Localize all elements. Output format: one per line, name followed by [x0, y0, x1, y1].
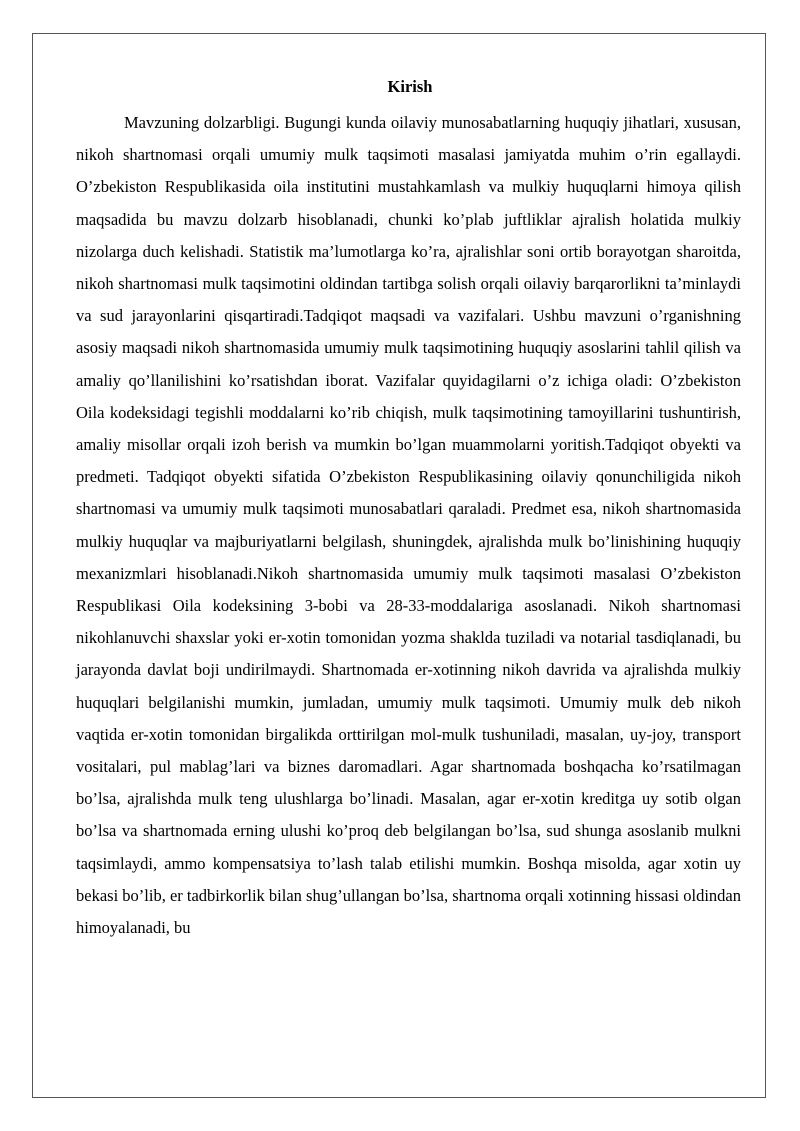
document-title: Kirish: [387, 77, 433, 96]
body-paragraph: Mavzuning dolzarbligi. Bugungi kunda oilaviy munosabatlarning huquqiy jihatlari, xususan, nikoh shartnomasi orqali umumiy mulk taqsimoti masalasi jamiyatda muhim o’rin egallaydi. O’zbekiston Respublikasida oila institutini mustahkamlash va mulkiy huquqlarni himoya qilish maqsadida bu mavzu dolzarb hisoblanadi, chunki ko’plab juftliklar ajralish holatida mulkiy nizolarga duch kelishadi. Statistik ma’lumotlarga ko’ra, ajralishlar soni ortib borayotgan sharoitda, nikoh shartnomasi mulk taqsimotini oldindan tartibga solish orqali oilaviy barqarorlikni ta’minlaydi va sud jarayonlarini qisqartiradi.Tadqiqot maqsadi va vazifalari. Ushbu mavzuni o’rganishning asosiy maqsadi nikoh shartnomasida umumiy mulk taqsimotining huquqiy asoslarini tahlil qilish va amaliy qo’llanilishini ko’rsatishdan iborat. Vazifalar quyidagilarni o’z ichiga oladi: O’zbekiston Oila kodeksidagi tegishli moddalarni ko’rib chiqish, mulk taqsimotining tamoyillarini tushuntirish, amaliy misollar orqali izoh berish va mumkin bo’lgan muammolarni yoritish.Tadqiqot obyekti va predmeti. Tadqiqot obyekti sifatida O’zbekiston Respublikasining oilaviy qonunchiligida nikoh shartnomasi va umumiy mulk taqsimoti munosabatlari qaraladi. Predmet esa, nikoh shartnomasida mulkiy huquqlar va majburiyatlarni belgilash, shuningdek, ajralishda mulk bo’linishining huquqiy mexanizmlari hisoblanadi.Nikoh shartnomasida umumiy mulk taqsimoti masalasi O’zbekiston Respublikasi Oila kodeksining 3-bobi va 28-33-moddalariga asoslanadi. Nikoh shartnomasi nikohlanuvchi shaxslar yoki er-xotin tomonidan yozma shaklda tuziladi va notarial tasdiqlanadi, bu jarayonda davlat boji undirilmaydi. Shartnomada er-xotinning nikoh davrida va ajralishda mulkiy huquqlari belgilanishi mumkin, jumladan, umumiy mulk taqsimoti. Umumiy mulk deb nikoh vaqtida er-xotin tomonidan birgalikda orttirilgan mol-mulk tushuniladi, masalan, uy-joy, transport vositalari, pul mablag’lari va biznes daromadlari. Agar shartnomada boshqacha ko’rsatilmagan bo’lsa, ajralishda mulk teng ulushlarga bo’linadi. Masalan, agar er-xotin kreditga uy sotib olgan bo’lsa va shartnomada erning ulushi ko’proq deb belgilangan bo’lsa, sud shunga asoslanib mulkni taqsimlaydi, ammo kompensatsiya to’lash talab etilishi mumkin. Boshqa misolda, agar xotin uy bekasi bo’lib, er tadbirkorlik bilan shug’ullangan bo’lsa, shartnoma orqali xotinning hissasi oldindan himoyalanadi, bu: [76, 113, 741, 938]
